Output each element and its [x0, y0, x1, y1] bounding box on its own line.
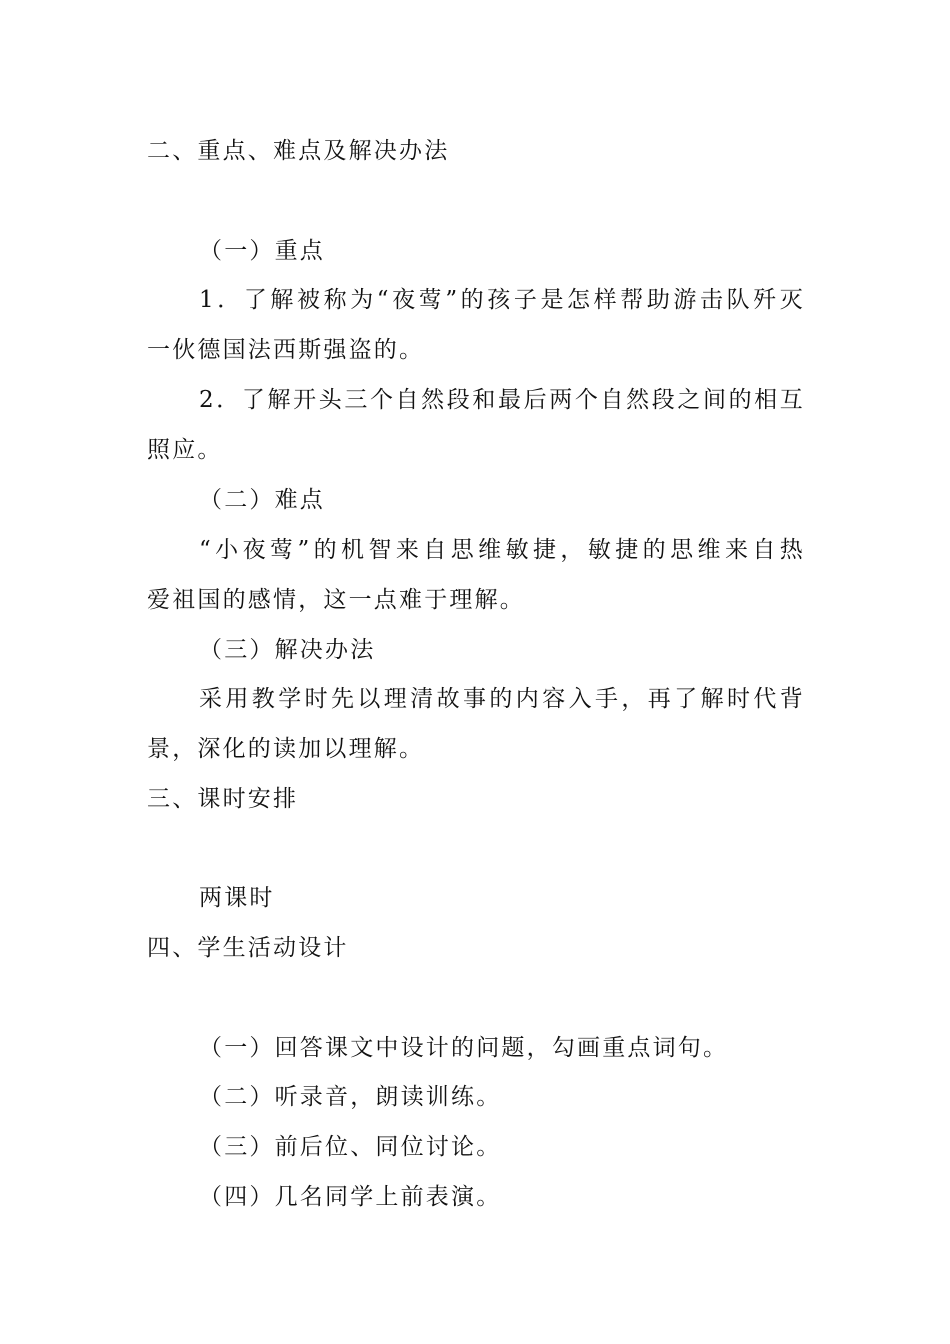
- activity-item-2: （二）听录音，朗读训练。: [199, 1084, 502, 1110]
- section-heading-key-points: 二、重点、难点及解决办法: [147, 138, 450, 164]
- focus-item-1-line-2: 一伙德国法西斯强盗的。: [147, 337, 425, 363]
- subheading-difficulty: （二）难点: [199, 487, 325, 513]
- section-heading-schedule: 三、课时安排: [147, 786, 299, 812]
- activity-item-4: （四）几名同学上前表演。: [199, 1184, 502, 1210]
- activity-item-1: （一）回答课文中设计的问题，勾画重点词句。: [199, 1035, 729, 1061]
- subheading-focus: （一）重点: [199, 238, 325, 264]
- schedule-text: 两课时: [199, 885, 275, 911]
- section-heading-activities: 四、学生活动设计: [147, 935, 349, 961]
- activity-item-3: （三）前后位、同位讨论。: [199, 1134, 502, 1160]
- difficulty-text-line-1: “小夜莺”的机智来自思维敏捷，敏捷的思维来自热: [199, 537, 805, 563]
- solution-text-line-2: 景，深化的读加以理解。: [147, 736, 425, 762]
- focus-item-2-line-2: 照应。: [147, 437, 223, 463]
- focus-item-2-line-1: 2．了解开头三个自然段和最后两个自然段之间的相互: [199, 387, 805, 413]
- subheading-solution: （三）解决办法: [199, 637, 376, 663]
- solution-text-line-1: 采用教学时先以理清故事的内容入手，再了解时代背: [199, 686, 805, 712]
- focus-item-1-line-1: 1．了解被称为“夜莺”的孩子是怎样帮助游击队歼灭: [199, 287, 805, 313]
- difficulty-text-line-2: 爱祖国的感情，这一点难于理解。: [147, 587, 525, 613]
